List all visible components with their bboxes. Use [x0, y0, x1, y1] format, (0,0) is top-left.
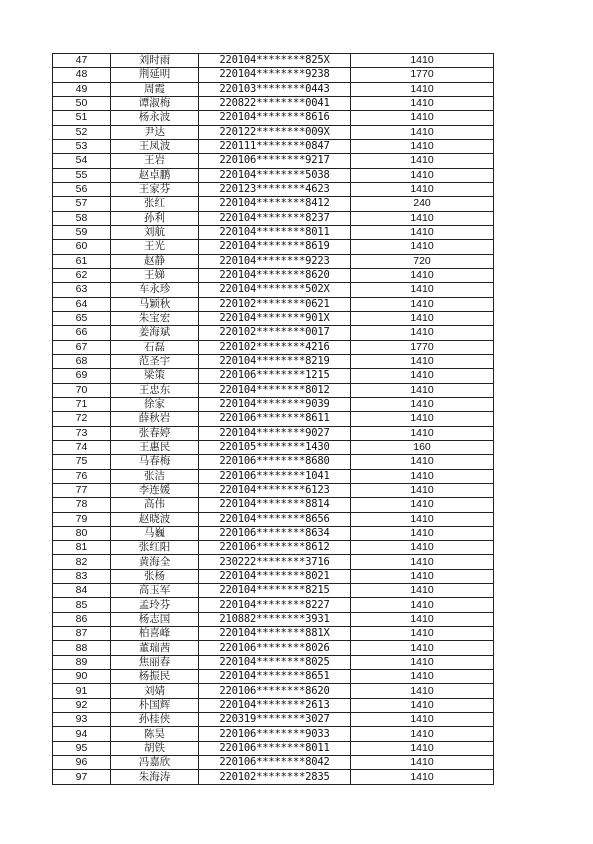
amount-cell: 1410 [351, 139, 494, 153]
row-number-cell: 88 [53, 641, 111, 655]
table-row [53, 713, 494, 727]
row-number-cell: 59 [53, 225, 111, 239]
amount-cell: 1410 [351, 713, 494, 727]
table-row [53, 225, 494, 239]
amount-cell: 1410 [351, 96, 494, 110]
amount-cell: 1410 [351, 455, 494, 469]
row-number-cell: 84 [53, 584, 111, 598]
amount-cell: 1410 [351, 483, 494, 497]
row-number-cell: 64 [53, 297, 111, 311]
row-number-cell: 85 [53, 598, 111, 612]
amount-cell: 1410 [351, 412, 494, 426]
amount-cell: 1410 [351, 383, 494, 397]
amount-cell: 1410 [351, 727, 494, 741]
row-number-cell: 76 [53, 469, 111, 483]
row-number-cell: 90 [53, 670, 111, 684]
table-row [53, 698, 494, 712]
table-row [53, 469, 494, 483]
table-row [53, 397, 494, 411]
amount-cell: 1410 [351, 311, 494, 325]
amount-cell: 1410 [351, 82, 494, 96]
row-number-cell: 81 [53, 541, 111, 555]
row-number-cell: 77 [53, 483, 111, 497]
person-name-cell: 王岩 [111, 154, 199, 168]
person-name-cell: 尹达 [111, 125, 199, 139]
table-row [53, 297, 494, 311]
row-number-cell: 92 [53, 698, 111, 712]
amount-cell: 1770 [351, 68, 494, 82]
row-number-cell: 70 [53, 383, 111, 397]
row-number-cell: 54 [53, 154, 111, 168]
person-name-cell: 范圣宇 [111, 354, 199, 368]
row-number-cell: 66 [53, 326, 111, 340]
row-number-cell: 53 [53, 139, 111, 153]
table-row [53, 383, 494, 397]
id-number-cell: 220104********8651 [199, 670, 351, 684]
id-number-cell: 220104********6123 [199, 483, 351, 497]
row-number-cell: 96 [53, 756, 111, 770]
id-number-cell: 220102********0621 [199, 297, 351, 311]
person-name-cell: 刘航 [111, 225, 199, 239]
person-name-cell: 马颖秋 [111, 297, 199, 311]
id-number-cell: 220104********825X [199, 54, 351, 68]
row-number-cell: 55 [53, 168, 111, 182]
row-number-cell: 87 [53, 627, 111, 641]
table-row [53, 440, 494, 454]
table-row [53, 240, 494, 254]
id-number-cell: 220104********8656 [199, 512, 351, 526]
table-row [53, 168, 494, 182]
amount-cell: 160 [351, 440, 494, 454]
person-name-cell: 谭淑梅 [111, 96, 199, 110]
row-number-cell: 74 [53, 440, 111, 454]
id-number-cell: 220104********8011 [199, 225, 351, 239]
amount-cell: 1410 [351, 756, 494, 770]
id-number-cell: 220104********8012 [199, 383, 351, 397]
amount-cell: 1410 [351, 569, 494, 583]
row-number-cell: 69 [53, 369, 111, 383]
table-row [53, 354, 494, 368]
row-number-cell: 60 [53, 240, 111, 254]
person-name-cell: 姜海斌 [111, 326, 199, 340]
person-name-cell: 冯嘉欣 [111, 756, 199, 770]
id-number-cell: 220103********0443 [199, 82, 351, 96]
table-row [53, 182, 494, 196]
table-row [53, 741, 494, 755]
table-row [53, 412, 494, 426]
id-number-cell: 220106********8620 [199, 684, 351, 698]
id-number-cell: 220104********881X [199, 627, 351, 641]
id-number-cell: 220104********8215 [199, 584, 351, 598]
amount-cell: 1410 [351, 684, 494, 698]
person-name-cell: 柏喜峰 [111, 627, 199, 641]
table-row [53, 541, 494, 555]
id-number-cell: 220104********9238 [199, 68, 351, 82]
amount-cell: 1410 [351, 297, 494, 311]
amount-cell: 1410 [351, 655, 494, 669]
id-number-cell: 220106********8612 [199, 541, 351, 555]
amount-cell: 1410 [351, 125, 494, 139]
amount-cell: 1410 [351, 627, 494, 641]
table-row [53, 770, 494, 784]
id-number-cell: 220822********0041 [199, 96, 351, 110]
table-row [53, 455, 494, 469]
id-number-cell: 220106********8026 [199, 641, 351, 655]
person-name-cell: 孙桂侠 [111, 713, 199, 727]
row-number-cell: 86 [53, 612, 111, 626]
amount-cell: 1410 [351, 770, 494, 784]
row-number-cell: 80 [53, 526, 111, 540]
id-number-cell: 220111********0847 [199, 139, 351, 153]
row-number-cell: 79 [53, 512, 111, 526]
id-number-cell: 220102********4216 [199, 340, 351, 354]
amount-cell: 1410 [351, 469, 494, 483]
row-number-cell: 94 [53, 727, 111, 741]
row-number-cell: 72 [53, 412, 111, 426]
amount-cell: 1410 [351, 54, 494, 68]
id-number-cell: 220104********9039 [199, 397, 351, 411]
table-row [53, 82, 494, 96]
table-row [53, 598, 494, 612]
amount-cell: 720 [351, 254, 494, 268]
id-number-cell: 220104********9027 [199, 426, 351, 440]
amount-cell: 1410 [351, 698, 494, 712]
amount-cell: 1410 [351, 211, 494, 225]
id-number-cell: 220102********2835 [199, 770, 351, 784]
table-row [53, 670, 494, 684]
table-row [53, 111, 494, 125]
amount-cell: 1410 [351, 741, 494, 755]
id-number-cell: 220104********5038 [199, 168, 351, 182]
amount-cell: 1410 [351, 598, 494, 612]
table-row [53, 627, 494, 641]
person-name-cell: 梁策 [111, 369, 199, 383]
amount-cell: 1410 [351, 641, 494, 655]
amount-cell: 1410 [351, 555, 494, 569]
person-name-cell: 张春婷 [111, 426, 199, 440]
row-number-cell: 91 [53, 684, 111, 698]
row-number-cell: 75 [53, 455, 111, 469]
id-number-cell: 220104********8620 [199, 268, 351, 282]
table-row [53, 340, 494, 354]
person-name-cell: 杨振民 [111, 670, 199, 684]
row-number-cell: 73 [53, 426, 111, 440]
id-number-cell: 230222********3716 [199, 555, 351, 569]
table-row [53, 268, 494, 282]
id-number-cell: 220105********1430 [199, 440, 351, 454]
table-row [53, 684, 494, 698]
person-name-cell: 徐家 [111, 397, 199, 411]
amount-cell: 1770 [351, 340, 494, 354]
row-number-cell: 58 [53, 211, 111, 225]
id-number-cell: 220104********8227 [199, 598, 351, 612]
row-number-cell: 52 [53, 125, 111, 139]
id-number-cell: 220122********009X [199, 125, 351, 139]
id-number-cell: 220106********9033 [199, 727, 351, 741]
table-row [53, 655, 494, 669]
person-name-cell: 朱宝宏 [111, 311, 199, 325]
person-name-cell: 黄海全 [111, 555, 199, 569]
person-name-cell: 马春梅 [111, 455, 199, 469]
row-number-cell: 67 [53, 340, 111, 354]
row-number-cell: 56 [53, 182, 111, 196]
amount-cell: 1410 [351, 240, 494, 254]
person-name-cell: 孙利 [111, 211, 199, 225]
table-row [53, 326, 494, 340]
person-name-cell: 高伟 [111, 498, 199, 512]
table-row [53, 54, 494, 68]
id-number-cell: 220106********8011 [199, 741, 351, 755]
row-number-cell: 78 [53, 498, 111, 512]
amount-cell: 1410 [351, 498, 494, 512]
id-number-cell: 220104********8616 [199, 111, 351, 125]
id-number-cell: 210882********3931 [199, 612, 351, 626]
row-number-cell: 50 [53, 96, 111, 110]
person-name-cell: 朱海涛 [111, 770, 199, 784]
amount-cell: 240 [351, 197, 494, 211]
person-name-cell: 李连媛 [111, 483, 199, 497]
person-name-cell: 周霞 [111, 82, 199, 96]
table-row [53, 68, 494, 82]
table-row [53, 498, 494, 512]
person-name-cell: 石磊 [111, 340, 199, 354]
table-row [53, 426, 494, 440]
row-number-cell: 57 [53, 197, 111, 211]
row-number-cell: 71 [53, 397, 111, 411]
person-name-cell: 王惠民 [111, 440, 199, 454]
person-name-cell: 高玉军 [111, 584, 199, 598]
table-row [53, 526, 494, 540]
row-number-cell: 49 [53, 82, 111, 96]
id-number-cell: 220104********8814 [199, 498, 351, 512]
table-row [53, 569, 494, 583]
amount-cell: 1410 [351, 541, 494, 555]
row-number-cell: 95 [53, 741, 111, 755]
amount-cell: 1410 [351, 526, 494, 540]
id-number-cell: 220104********8025 [199, 655, 351, 669]
row-number-cell: 62 [53, 268, 111, 282]
table-row [53, 283, 494, 297]
row-number-cell: 48 [53, 68, 111, 82]
person-name-cell: 赵卓鹏 [111, 168, 199, 182]
table-row [53, 197, 494, 211]
table-row [53, 512, 494, 526]
id-number-cell: 220319********3027 [199, 713, 351, 727]
table-row [53, 311, 494, 325]
amount-cell: 1410 [351, 369, 494, 383]
table-row [53, 211, 494, 225]
person-name-cell: 王光 [111, 240, 199, 254]
row-number-cell: 93 [53, 713, 111, 727]
row-number-cell: 83 [53, 569, 111, 583]
amount-cell: 1410 [351, 268, 494, 282]
amount-cell: 1410 [351, 182, 494, 196]
person-name-cell: 杨志国 [111, 612, 199, 626]
id-number-cell: 220106********8680 [199, 455, 351, 469]
id-number-cell: 220102********0017 [199, 326, 351, 340]
id-number-cell: 220106********8042 [199, 756, 351, 770]
row-number-cell: 65 [53, 311, 111, 325]
person-name-cell: 朴国辉 [111, 698, 199, 712]
amount-cell: 1410 [351, 584, 494, 598]
id-number-cell: 220106********9217 [199, 154, 351, 168]
amount-cell: 1410 [351, 168, 494, 182]
row-number-cell: 97 [53, 770, 111, 784]
person-name-cell: 杨永波 [111, 111, 199, 125]
row-number-cell: 82 [53, 555, 111, 569]
person-name-cell: 胡铁 [111, 741, 199, 755]
row-number-cell: 61 [53, 254, 111, 268]
amount-cell: 1410 [351, 283, 494, 297]
table-row [53, 154, 494, 168]
row-number-cell: 47 [53, 54, 111, 68]
id-number-cell: 220104********8412 [199, 197, 351, 211]
id-number-cell: 220104********8219 [199, 354, 351, 368]
person-name-cell: 张洁 [111, 469, 199, 483]
person-name-cell: 荆延明 [111, 68, 199, 82]
row-number-cell: 63 [53, 283, 111, 297]
row-number-cell: 51 [53, 111, 111, 125]
table-row [53, 727, 494, 741]
table-row [53, 369, 494, 383]
id-number-cell: 220104********9223 [199, 254, 351, 268]
table-row [53, 584, 494, 598]
table-row [53, 756, 494, 770]
person-name-cell: 薛秋岩 [111, 412, 199, 426]
person-name-cell: 车永珍 [111, 283, 199, 297]
person-name-cell: 刘婧 [111, 684, 199, 698]
table-row [53, 612, 494, 626]
person-name-cell: 张红 [111, 197, 199, 211]
amount-cell: 1410 [351, 397, 494, 411]
amount-cell: 1410 [351, 612, 494, 626]
row-number-cell: 68 [53, 354, 111, 368]
id-number-cell: 220106********8611 [199, 412, 351, 426]
id-number-cell: 220104********2613 [199, 698, 351, 712]
person-name-cell: 张红阳 [111, 541, 199, 555]
amount-cell: 1410 [351, 326, 494, 340]
person-name-cell: 王家芬 [111, 182, 199, 196]
table-row [53, 555, 494, 569]
table-row [53, 641, 494, 655]
person-name-cell: 马巍 [111, 526, 199, 540]
id-number-cell: 220104********8619 [199, 240, 351, 254]
row-number-cell: 89 [53, 655, 111, 669]
amount-cell: 1410 [351, 426, 494, 440]
table-row [53, 483, 494, 497]
roster-table [52, 53, 494, 785]
table-row [53, 96, 494, 110]
person-name-cell: 赵晓波 [111, 512, 199, 526]
table-row [53, 125, 494, 139]
id-number-cell: 220106********8634 [199, 526, 351, 540]
id-number-cell: 220104********8021 [199, 569, 351, 583]
amount-cell: 1410 [351, 670, 494, 684]
amount-cell: 1410 [351, 354, 494, 368]
amount-cell: 1410 [351, 512, 494, 526]
amount-cell: 1410 [351, 154, 494, 168]
person-name-cell: 王忠东 [111, 383, 199, 397]
roster-table-body [53, 54, 494, 785]
amount-cell: 1410 [351, 225, 494, 239]
person-name-cell: 孟玲芬 [111, 598, 199, 612]
person-name-cell: 王娣 [111, 268, 199, 282]
table-row [53, 139, 494, 153]
id-number-cell: 220104********901X [199, 311, 351, 325]
id-number-cell: 220104********8237 [199, 211, 351, 225]
person-name-cell: 焦丽春 [111, 655, 199, 669]
amount-cell: 1410 [351, 111, 494, 125]
id-number-cell: 220104********502X [199, 283, 351, 297]
table-row [53, 254, 494, 268]
person-name-cell: 陈昊 [111, 727, 199, 741]
id-number-cell: 220106********1215 [199, 369, 351, 383]
id-number-cell: 220106********1041 [199, 469, 351, 483]
person-name-cell: 董瑞茜 [111, 641, 199, 655]
person-name-cell: 张杨 [111, 569, 199, 583]
person-name-cell: 赵静 [111, 254, 199, 268]
person-name-cell: 刘时雨 [111, 54, 199, 68]
id-number-cell: 220123********4623 [199, 182, 351, 196]
person-name-cell: 王凤波 [111, 139, 199, 153]
